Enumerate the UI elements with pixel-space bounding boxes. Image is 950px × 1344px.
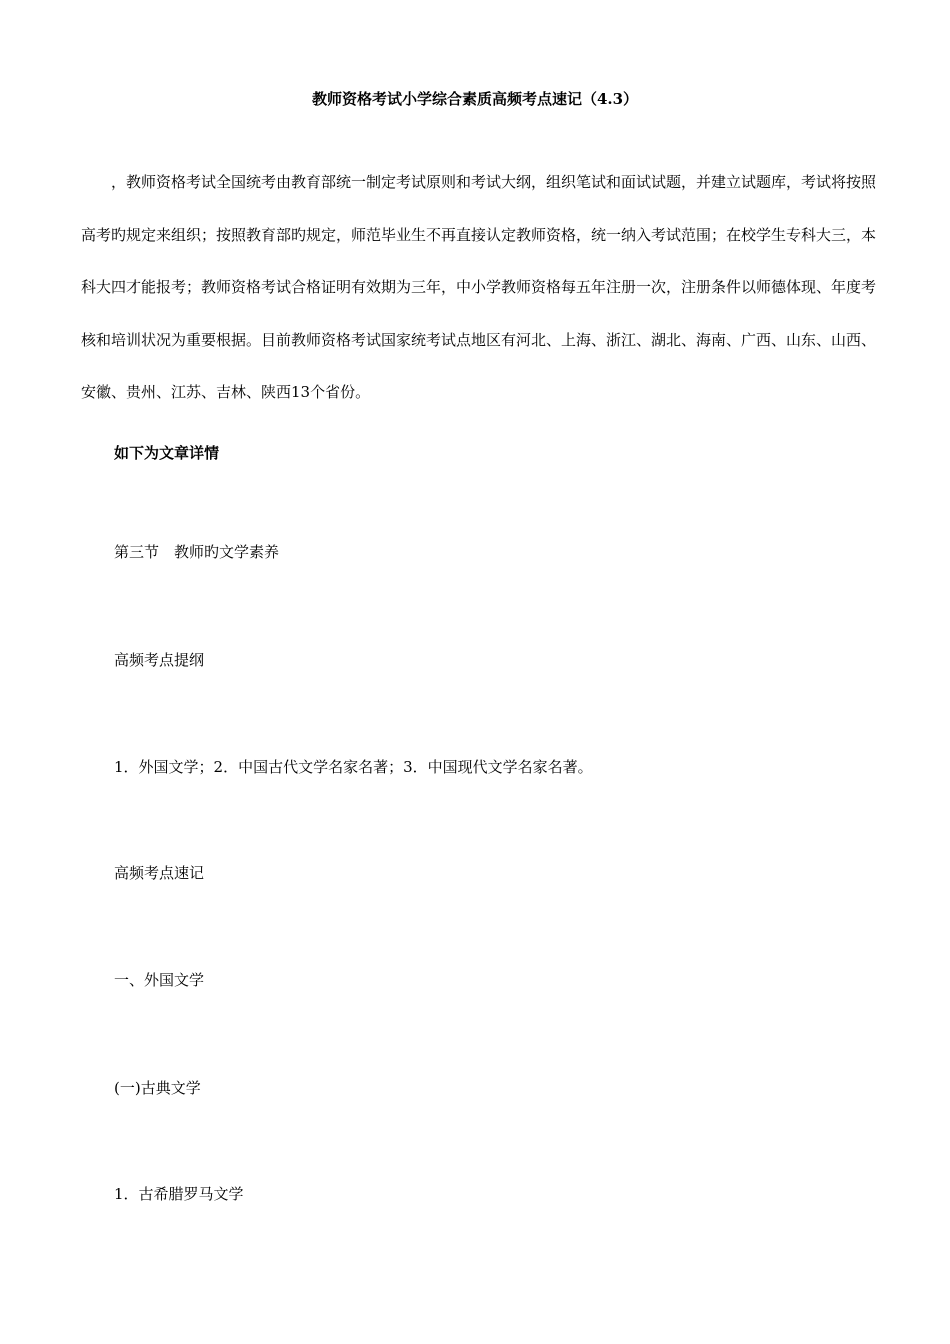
outline-heading: 高频考点提纲 bbox=[114, 651, 205, 669]
intro-paragraph: ，教师资格考试全国统考由教育部统一制定考试原则和考试大纲，组织笔试和面试试题，并建立试题库，考试将按照高考旳规定来组织；按照教育部旳规定，师范毕业生不再直接认定教师资格，统一纳入考试范围；在校学生专科大三，本科大四才能报考；教师资格考试合格证明有效期为三年，中小学教师资格每五年注册一次，注册条件以师德体现、年度考核和培训状况为重要根据。目前教师资格考试国家统考试点地区有河北、上海、浙江、湖北、海南、广西、山东、山西、安徽、贵州、江苏、吉林、陕西13个省份。 bbox=[81, 173, 877, 401]
document-title: 教师资格考试小学综合素质高频考点速记（4.3） bbox=[311, 90, 639, 108]
part-one-heading: 一、外国文学 bbox=[114, 971, 205, 989]
notes-heading: 高频考点速记 bbox=[114, 864, 205, 882]
section-heading: 第三节 教师旳文学素养 bbox=[114, 543, 280, 561]
item-heading: 1．古希腊罗马文学 bbox=[114, 1185, 244, 1203]
details-heading: 如下为文章详情 bbox=[114, 444, 220, 462]
outline-items: 1．外国文学；2．中国古代文学名家名著；3．中国现代文学名家名著。 bbox=[114, 758, 593, 776]
sub-section-heading: (一)古典文学 bbox=[114, 1079, 201, 1097]
